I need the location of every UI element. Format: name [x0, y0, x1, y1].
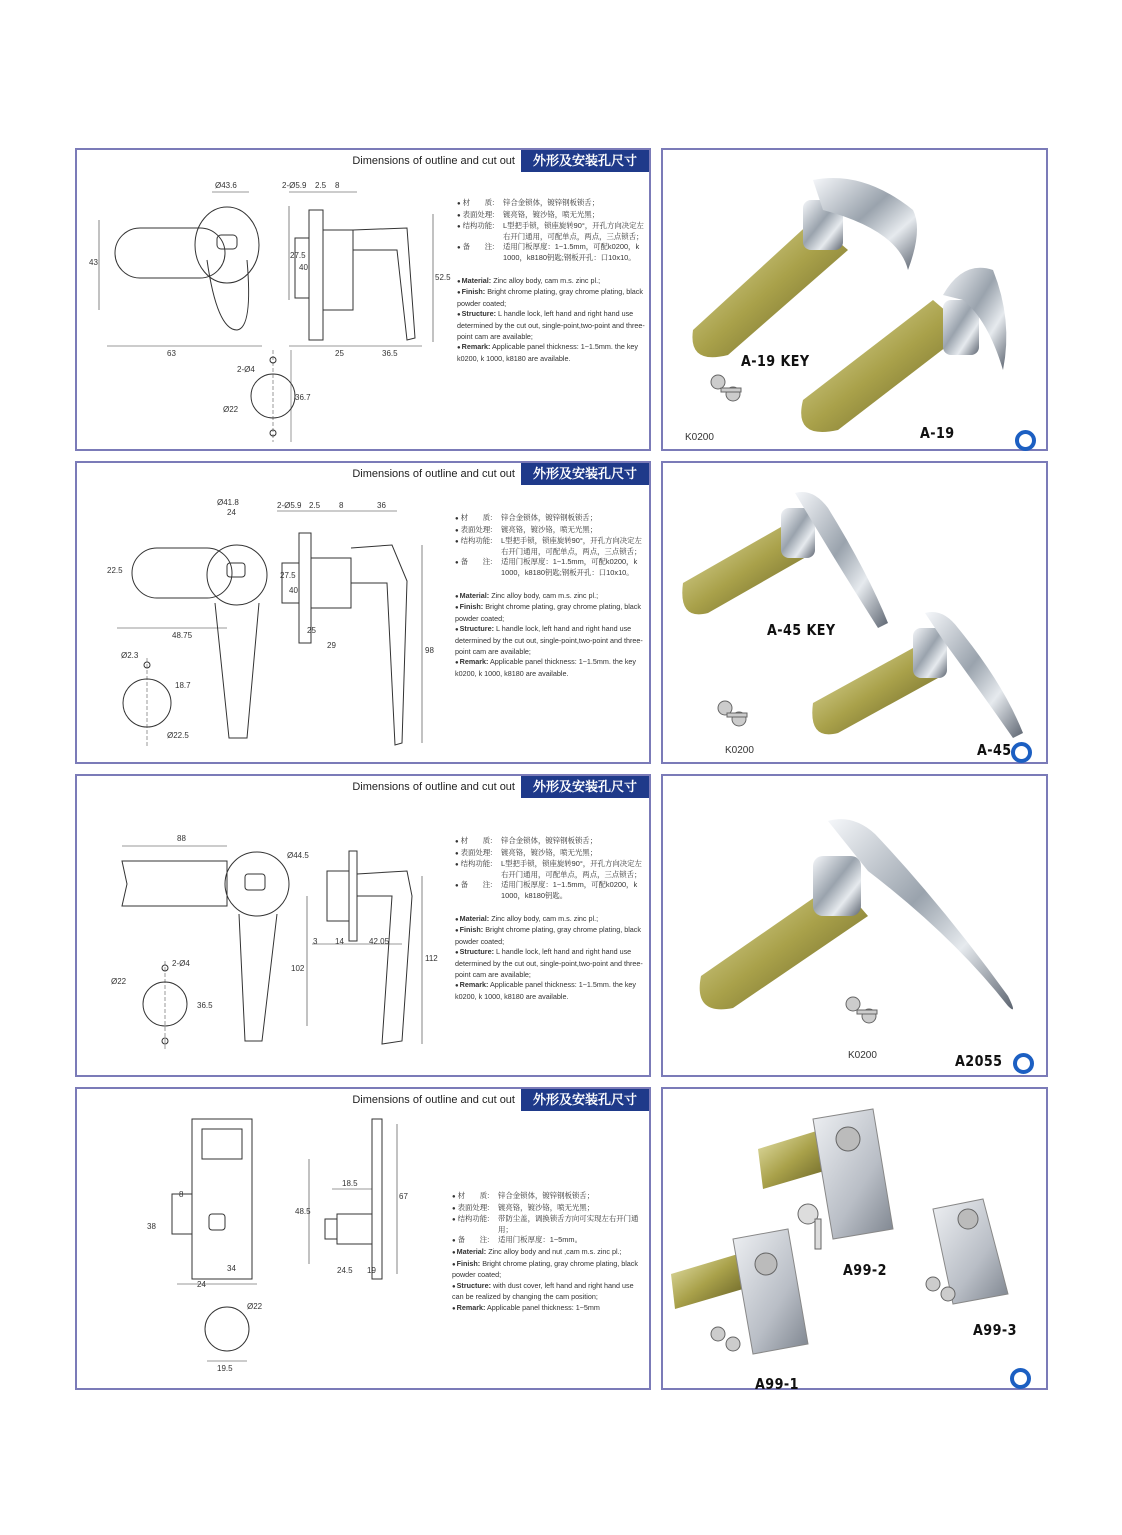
key-code-label: K0200 — [848, 1050, 877, 1061]
header-cn: 外形及安装孔尺寸 — [521, 776, 649, 798]
spec-en-structure: ● Structure: with dust cover, left hand and right hand use can be realized by changing the cam position; — [452, 1281, 642, 1303]
spec-value: L型把手锁，锁座旋转90°，开孔方向决定左右开门通用，可配单点，两点，三点锁舌； — [501, 536, 642, 556]
circle-icon — [1010, 1368, 1031, 1389]
dim-label: Ø43.6 — [215, 181, 237, 190]
spec-key: ● 备 注: — [455, 880, 501, 901]
spec-en-structure: ● Structure: L handle lock, left hand and right hand use determined by the cut out, single-point,two-point and three-point cam are available; — [455, 947, 645, 980]
technical-drawing-a19 — [77, 150, 449, 450]
panel-a99-photo — [661, 1087, 1048, 1393]
dim-label: 40 — [289, 586, 298, 595]
dim-label: 24 — [197, 1280, 206, 1289]
technical-drawing-a2055 — [77, 776, 449, 1076]
spec-key: ● 备 注: — [452, 1235, 498, 1247]
spec-value: L型把手锁，锁座旋转90°，开孔方向决定左右开门通用，可配单点，两点，三点锁舌； — [501, 859, 642, 879]
spec-en-remark: ● Remark: Applicable panel thickness: 1~5mm — [452, 1303, 642, 1315]
dim-label: 22.5 — [107, 566, 123, 575]
dim-label: 2-Ø5.9 — [277, 501, 302, 510]
dim-label: Ø2.3 — [121, 651, 139, 660]
dim-label: 36.7 — [295, 393, 311, 402]
circle-icon — [1013, 1053, 1034, 1074]
technical-drawing-a99 — [77, 1089, 449, 1389]
panel-a45-drawing — [75, 461, 651, 764]
header-cn: 外形及安装孔尺寸 — [521, 1089, 649, 1111]
spec-key: ● 材 质: — [452, 1191, 498, 1203]
keyhole-shape — [217, 235, 237, 249]
spec-en-remark: ● Remark: Applicable panel thickness: 1~1.5mm. the key k0200, k 1000, k8180 are available. — [455, 657, 645, 679]
spec-key: ● 备 注: — [457, 242, 503, 263]
dim-label: 24 — [227, 508, 236, 517]
dim-label: 34 — [227, 1264, 236, 1273]
dim-label: 18.5 — [342, 1179, 358, 1188]
dim-label: 38 — [147, 1222, 156, 1231]
dim-label: 48.75 — [172, 631, 193, 640]
model-label: A99-2 — [843, 1261, 887, 1279]
product-photo-a19 — [663, 150, 1046, 449]
dim-label: Ø41.8 — [217, 498, 239, 507]
spec-en-remark: ● Remark: Applicable panel thickness: 1~1.5mm. the key k0200, k 1000, k8180 are available. — [455, 980, 645, 1002]
spec-value: 锌合金锁体，镀锌钢板锁舌； — [501, 513, 598, 522]
dim-label: Ø22 — [247, 1302, 263, 1311]
dim-label: 18.7 — [175, 681, 191, 690]
header-en: Dimensions of outline and cut out — [352, 1094, 515, 1106]
spec-key: ● 表面处理: — [455, 525, 501, 537]
spec-value: 适用门板厚度：1~5mm。 — [498, 1235, 582, 1245]
dim-label: Ø22 — [111, 977, 127, 986]
model-label: A2055 — [955, 1052, 1003, 1070]
dim-label: 112 — [425, 954, 438, 963]
dim-label: 27.5 — [280, 571, 296, 580]
header-en: Dimensions of outline and cut out — [352, 155, 515, 167]
dim-label: 36 — [377, 501, 386, 510]
dim-label: 25 — [307, 626, 316, 635]
dim-label: 102 — [291, 964, 305, 973]
spec-en-finish: ● Finish: Bright chrome plating, gray chrome plating, black powder coated; — [457, 287, 647, 309]
panel-a19-drawing — [75, 148, 651, 451]
spec-value: 适用门板厚度：1~1.5mm，可配k0200，k 1000，k8180钥匙;钢板开孔：口10x10。 — [501, 557, 638, 577]
dim-label: Ø22 — [223, 405, 239, 414]
spec-key: ● 结构功能: — [457, 221, 503, 242]
technical-drawing-a45 — [77, 463, 449, 763]
dim-label: 8 — [179, 1190, 184, 1199]
spec-value: 镀亮铬，镀沙铬，喷无光黑； — [501, 847, 598, 857]
model-label: A99-1 — [755, 1375, 799, 1393]
spec-value: 锌合金锁体，镀锌钢板锁舌； — [503, 198, 600, 207]
dim-label: 19.5 — [217, 1364, 233, 1373]
dim-label: 24.5 — [337, 1266, 353, 1275]
spec-value: 镀亮铬，镀沙铬，喷无光黑； — [503, 209, 600, 219]
spec-key: ● 材 质: — [455, 836, 501, 848]
dim-label: 3 — [313, 937, 318, 946]
spec-block — [455, 513, 645, 679]
dim-label: 67 — [399, 1192, 408, 1201]
spec-block — [455, 836, 645, 1002]
dim-label: 36.5 — [382, 349, 398, 358]
model-label: A-45 KEY — [767, 621, 836, 639]
spec-value: L型把手锁，锁座旋转90°，开孔方向决定左右开门通用，可配单点，两点，三点锁舌； — [503, 221, 644, 241]
panel-a99-drawing — [75, 1087, 651, 1390]
spec-en-material: ● Material: Zinc alloy body, cam m.s. zinc pl.; — [455, 914, 645, 926]
spec-value: 锌合金锁体，镀锌钢板锁舌； — [501, 836, 598, 845]
dim-label: 14 — [335, 937, 344, 946]
spec-key: ● 表面处理: — [455, 848, 501, 860]
spec-key: ● 表面处理: — [452, 1203, 498, 1215]
dim-label: 42.05 — [369, 937, 390, 946]
dim-label: 27.5 — [290, 251, 306, 260]
dim-label: 98 — [425, 646, 434, 655]
product-photo-a45 — [663, 463, 1046, 762]
spec-value: 镀亮铬，镀沙铬，喷无光黑； — [498, 1202, 595, 1212]
spec-en-finish: ● Finish: Bright chrome plating, gray chrome plating, black powder coated; — [452, 1259, 642, 1281]
spec-value: 适用门板厚度：1~1.5mm，可配k0200，k 1000，k8180钥匙。 — [501, 880, 638, 900]
dim-label: 29 — [327, 641, 336, 650]
dim-label: 36.5 — [197, 1001, 213, 1010]
dim-label: 2-Ø4 — [172, 959, 190, 968]
barrel-side-shape — [323, 230, 353, 310]
circle-icon — [1015, 430, 1036, 451]
panel-a19-photo — [661, 148, 1048, 451]
lock-body-shape — [195, 207, 259, 283]
product-photo-a99 — [663, 1089, 1046, 1388]
spec-key: ● 结构功能: — [452, 1214, 498, 1235]
lever-shape — [207, 260, 249, 330]
spec-value: 锌合金锁体，镀锌钢板锁舌； — [498, 1191, 595, 1200]
dim-label: 52.5 — [435, 273, 451, 282]
header-en: Dimensions of outline and cut out — [352, 468, 515, 480]
dim-label: 2-Ø5.9 — [282, 181, 307, 190]
lever-side-shape — [353, 228, 415, 340]
key-code-label: K0200 — [725, 745, 754, 756]
spec-value: 适用门板厚度：1~1.5mm，可配k0200，k 1000，k8180钥匙;钢板开孔：口10x10。 — [503, 242, 640, 262]
dim-label: Ø22.5 — [167, 731, 189, 740]
dim-label: 48.5 — [295, 1207, 311, 1216]
dim-label: 2.5 — [309, 501, 321, 510]
spec-value: 镀亮铬，镀沙铬，喷无光黑； — [501, 524, 598, 534]
panel-a2055-drawing — [75, 774, 651, 1077]
model-label: A-19 KEY — [741, 352, 810, 370]
dim-label: 88 — [177, 834, 186, 843]
spec-key: ● 材 质: — [455, 513, 501, 525]
circle-icon — [1011, 742, 1032, 763]
spec-key: ● 材 质: — [457, 198, 503, 210]
spec-key: ● 表面处理: — [457, 210, 503, 222]
dim-label: 40 — [299, 263, 308, 272]
dim-label: 8 — [339, 501, 344, 510]
spec-en-material: ● Material: Zinc alloy body and nut ,cam m.s. zinc pl.; — [452, 1247, 642, 1259]
dim-label: Ø44.5 — [287, 851, 309, 860]
spec-en-structure: ● Structure: L handle lock, left hand and right hand use determined by the cut out, single-point,two-point and three-point cam are available; — [455, 624, 645, 657]
spec-key: ● 备 注: — [455, 557, 501, 578]
spec-value: 带防尘盖，调换锁舌方向可实现左右开门通用； — [498, 1214, 639, 1234]
model-label: A-19 — [920, 424, 955, 442]
dim-label: 2-Ø4 — [237, 365, 255, 374]
spec-en-material: ● Material: Zinc alloy body, cam m.s. zinc pl.; — [457, 276, 647, 288]
panel-side-shape — [309, 210, 323, 340]
spec-en-remark: ● Remark: Applicable panel thickness: 1~1.5mm. the key k0200, k 1000, k8180 are available. — [457, 342, 647, 364]
spec-en-material: ● Material: Zinc alloy body, cam m.s. zinc pl.; — [455, 591, 645, 603]
dim-label: 19 — [367, 1266, 376, 1275]
product-photo-a2055 — [663, 776, 1046, 1075]
dim-label: 8 — [335, 181, 340, 190]
dim-label: 25 — [335, 349, 344, 358]
spec-block — [452, 1191, 642, 1315]
panel-a2055-photo — [661, 774, 1048, 1077]
dim-label: 2.5 — [315, 181, 327, 190]
dim-label: 63 — [167, 349, 176, 358]
spec-key: ● 结构功能: — [455, 859, 501, 880]
spec-en-finish: ● Finish: Bright chrome plating, gray chrome plating, black powder coated; — [455, 925, 645, 947]
dim-label: 43 — [89, 258, 98, 267]
spec-en-finish: ● Finish: Bright chrome plating, gray chrome plating, black powder coated; — [455, 602, 645, 624]
header-cn: 外形及安装孔尺寸 — [521, 463, 649, 485]
spec-key: ● 结构功能: — [455, 536, 501, 557]
model-label: A99-3 — [973, 1321, 1017, 1339]
key-code-label: K0200 — [685, 432, 714, 443]
spec-en-structure: ● Structure: L handle lock, left hand and right hand use determined by the cut out, single-point,two-point and three-point cam are available; — [457, 309, 647, 342]
header-en: Dimensions of outline and cut out — [352, 781, 515, 793]
spec-block — [457, 198, 647, 364]
panel-a45-photo — [661, 461, 1048, 764]
header-cn: 外形及安装孔尺寸 — [521, 150, 649, 172]
model-label: A-45 — [977, 741, 1012, 759]
